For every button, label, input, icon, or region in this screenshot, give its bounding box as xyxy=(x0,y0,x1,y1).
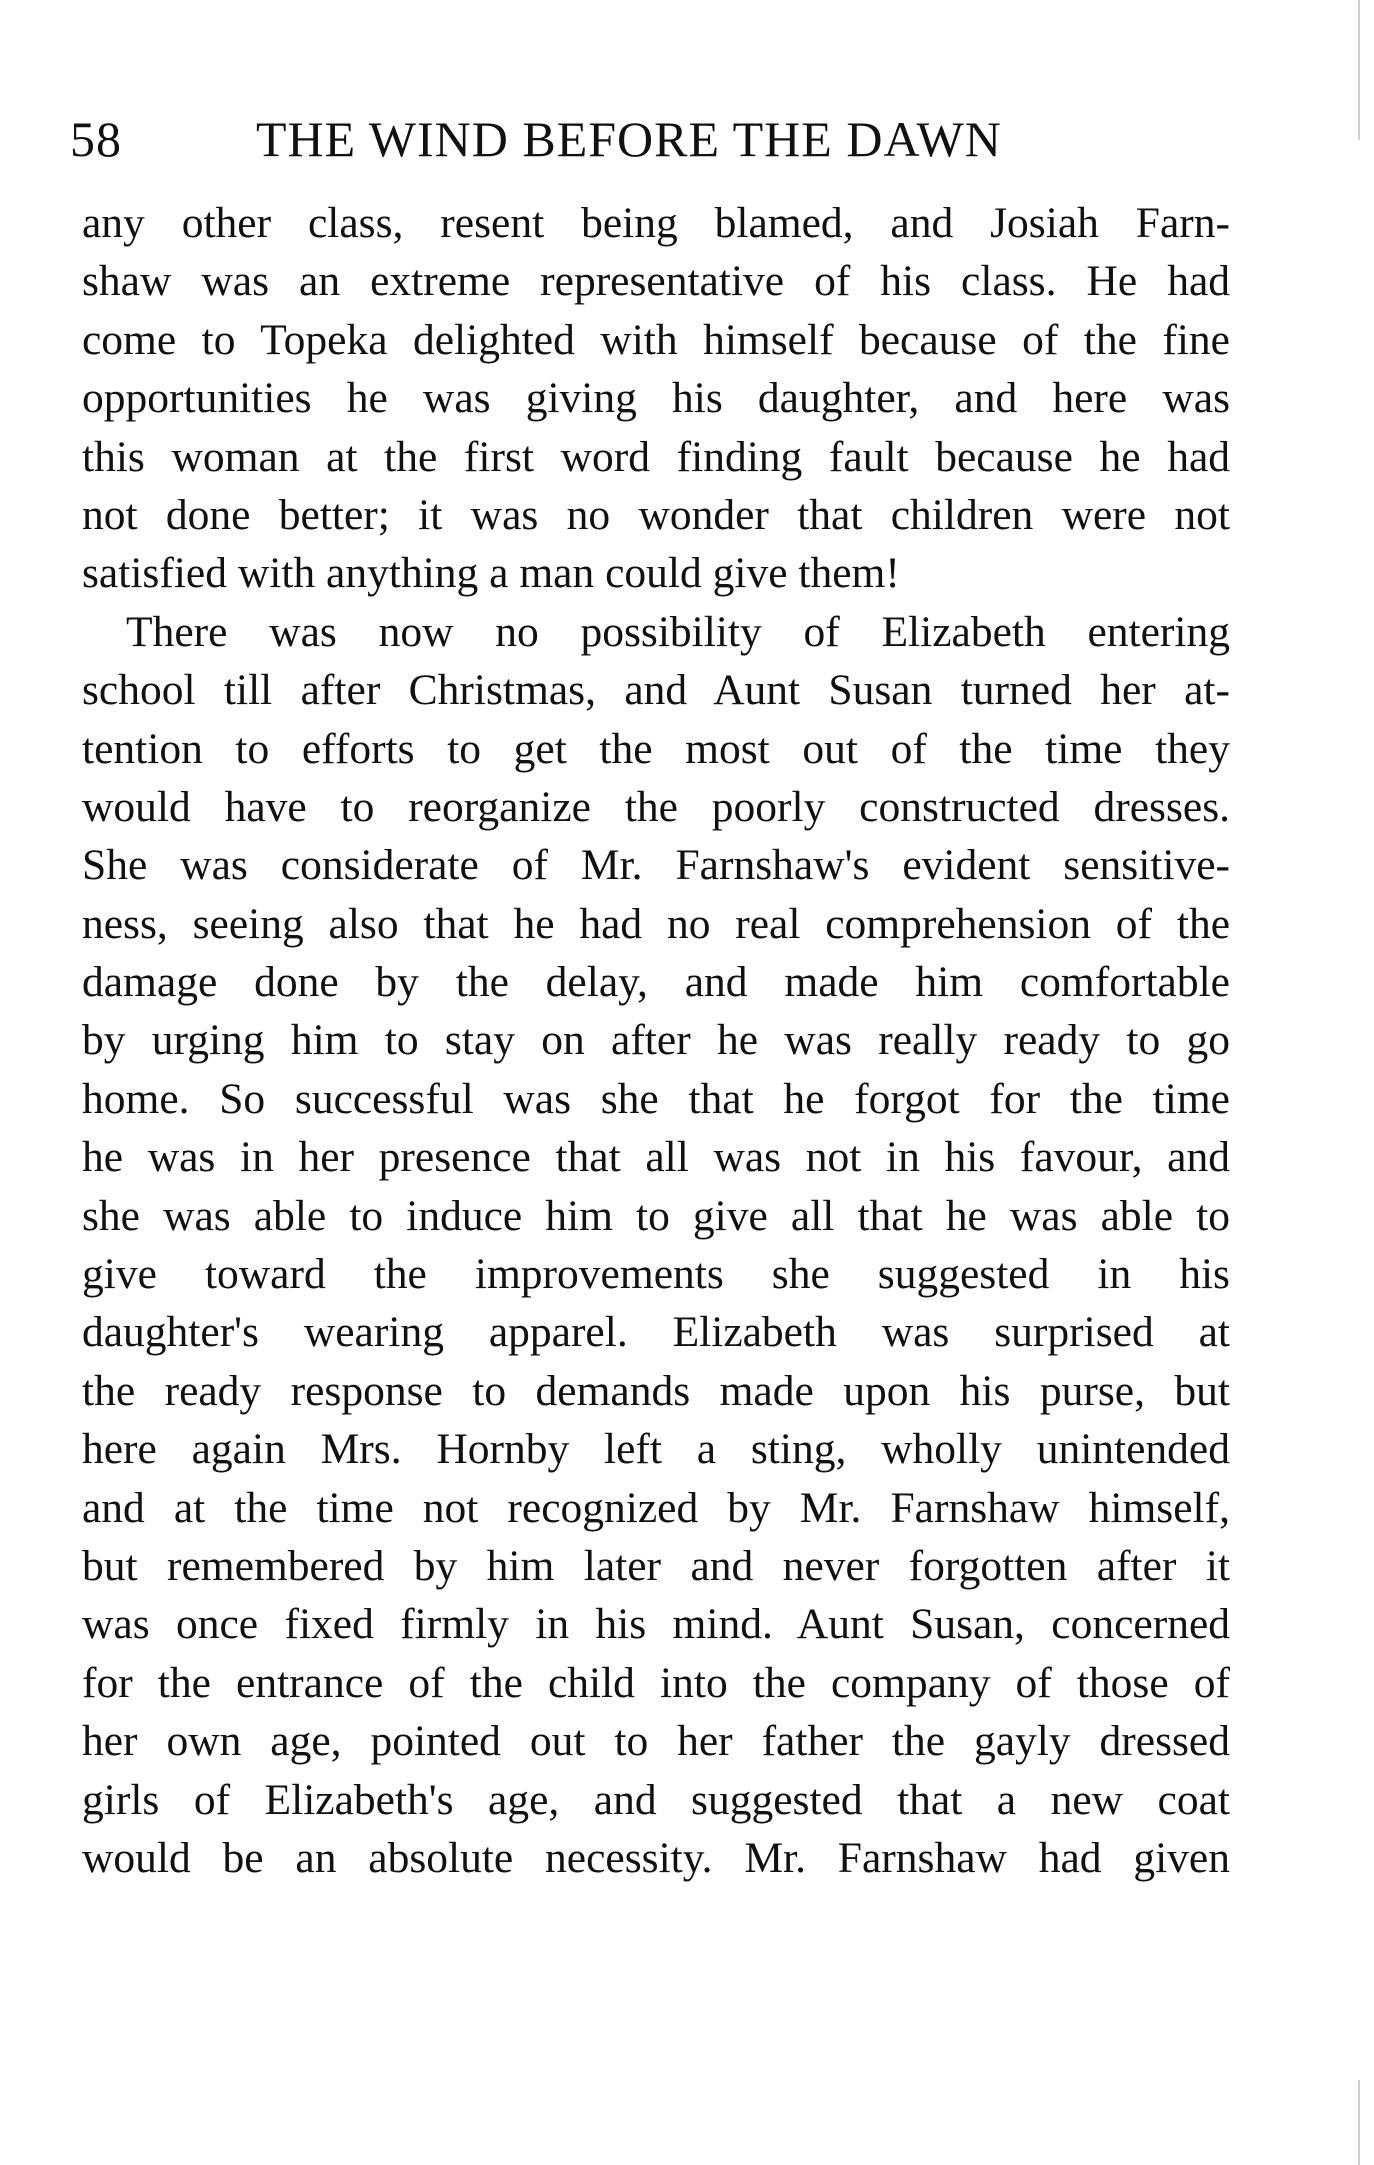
scan-edge-bottom xyxy=(1358,2080,1360,2165)
page-number: 58 xyxy=(70,111,122,167)
text-line: she was able to induce him to give all that he was able to xyxy=(82,1191,1230,1240)
text-line: come to Topeka delighted with himself because of the fine xyxy=(82,315,1230,364)
text-line: She was considerate of Mr. Farnshaw's evident sensitive- xyxy=(82,841,1230,890)
text-line: would have to reorganize the poorly constructed dresses. xyxy=(82,782,1230,831)
text-line: shaw was an extreme representative of his class. He had xyxy=(82,257,1230,306)
text-line: was once fixed firmly in his mind. Aunt Susan, concerned xyxy=(82,1600,1230,1649)
text-line: her own age, pointed out to her father the gayly dressed xyxy=(82,1717,1230,1766)
text-line: but remembered by him later and never forgotten after it xyxy=(82,1541,1230,1590)
text-line: the ready response to demands made upon his purse, but xyxy=(82,1366,1230,1415)
text-line: tention to efforts to get the most out of the time they xyxy=(82,724,1230,773)
text-line: by urging him to stay on after he was really ready to go xyxy=(82,1016,1230,1065)
running-title: THE WIND BEFORE THE DAWN xyxy=(256,111,1002,167)
text-line: he was in her presence that all was not in his favour, and xyxy=(82,1133,1230,1182)
text-line: and at the time not recognized by Mr. Farnshaw himself, xyxy=(82,1483,1230,1532)
scan-edge-top xyxy=(1358,0,1360,140)
text-line: would be an absolute necessity. Mr. Farnshaw had given xyxy=(82,1833,1230,1882)
paragraph-start-line: There was now no possibility of Elizabeth entering xyxy=(126,607,1230,656)
text-line: here again Mrs. Hornby left a sting, wholly unintended xyxy=(82,1425,1230,1474)
text-line: any other class, resent being blamed, and Josiah Farn- xyxy=(82,199,1230,247)
page-header xyxy=(70,104,1230,174)
text-line: home. So successful was she that he forgot for the time xyxy=(82,1074,1230,1123)
text-line: damage done by the delay, and made him comfortable xyxy=(82,958,1230,1007)
text-line: daughter's wearing apparel. Elizabeth was surprised at xyxy=(82,1308,1230,1357)
text-line: ness, seeing also that he had no real comprehension of the xyxy=(82,899,1230,948)
text-line: girls of Elizabeth's age, and suggested that a new coat xyxy=(82,1775,1230,1824)
text-line: this woman at the first word finding fault because he had xyxy=(82,432,1230,481)
text-line: for the entrance of the child into the company of those of xyxy=(82,1658,1230,1707)
text-line: satisfied with anything a man could give them! xyxy=(82,549,900,598)
text-line: opportunities he was giving his daughter, and here was xyxy=(82,374,1230,423)
text-line: give toward the improvements she suggested in his xyxy=(82,1250,1230,1299)
body-text xyxy=(82,194,1230,1887)
text-line: school till after Christmas, and Aunt Susan turned her at- xyxy=(82,666,1230,715)
text-line: not done better; it was no wonder that children were not xyxy=(82,490,1230,539)
